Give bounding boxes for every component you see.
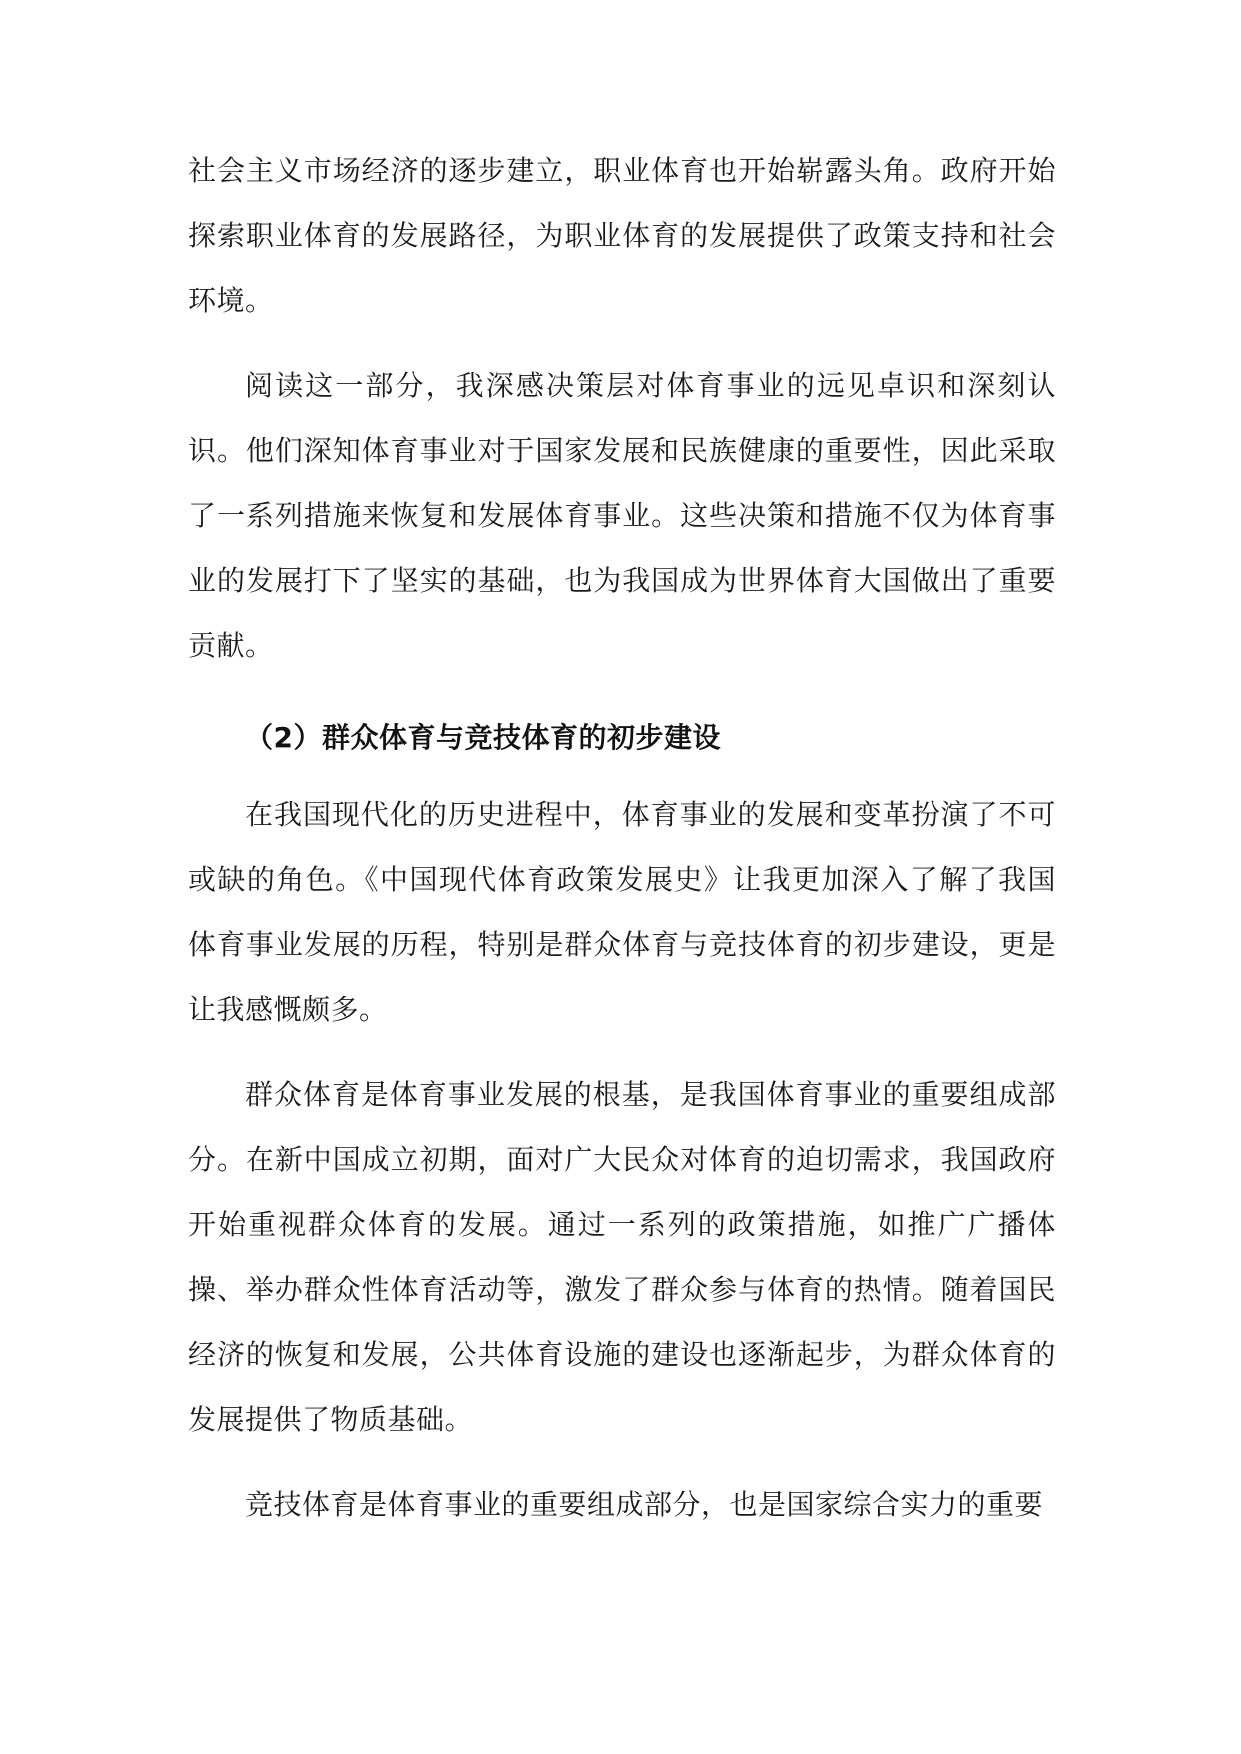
- paragraph-mass-sports: 群众体育是体育事业发展的根基，是我国体育事业的重要组成部分。在新中国成立初期，面对广大民众对体育的迫切需求，我国政府开始重视群众体育的发展。通过一系列的政策措施，如推广广播体操、举办群众性体育活动等，激发了群众参与体育的热情。随着国民经济的恢复和发展，公共体育设施的建设也逐渐起步，为群众体育的发展提供了物质基础。: [188, 1078, 1056, 1436]
- section-heading: （2）群众体育与竞技体育的初步建设: [245, 721, 721, 754]
- paragraph-competitive-sports: 竞技体育是体育事业的重要组成部分，也是国家综合实力的重要: [245, 1488, 1044, 1521]
- document-body: [188, 138, 1056, 1537]
- paragraph-intro: 在我国现代化的历史进程中，体育事业的发展和变革扮演了不可或缺的角色。《中国现代体育政策发展史》让我更加深入了解了我国体育事业发展的历程，特别是群众体育与竞技体育的初步建设，更是让我感慨颇多。: [188, 798, 1056, 1026]
- paragraph-reflection: 阅读这一部分，我深感决策层对体育事业的远见卓识和深刻认识。他们深知体育事业对于国家发展和民族健康的重要性，因此采取了一系列措施来恢复和发展体育事业。这些决策和措施不仅为体育事业的发展打下了坚实的基础，也为我国成为世界体育大国做出了重要贡献。: [188, 369, 1056, 662]
- paragraph-continuation: 社会主义市场经济的逐步建立，职业体育也开始崭露头角。政府开始探索职业体育的发展路径，为职业体育的发展提供了政策支持和社会环境。: [188, 154, 1056, 317]
